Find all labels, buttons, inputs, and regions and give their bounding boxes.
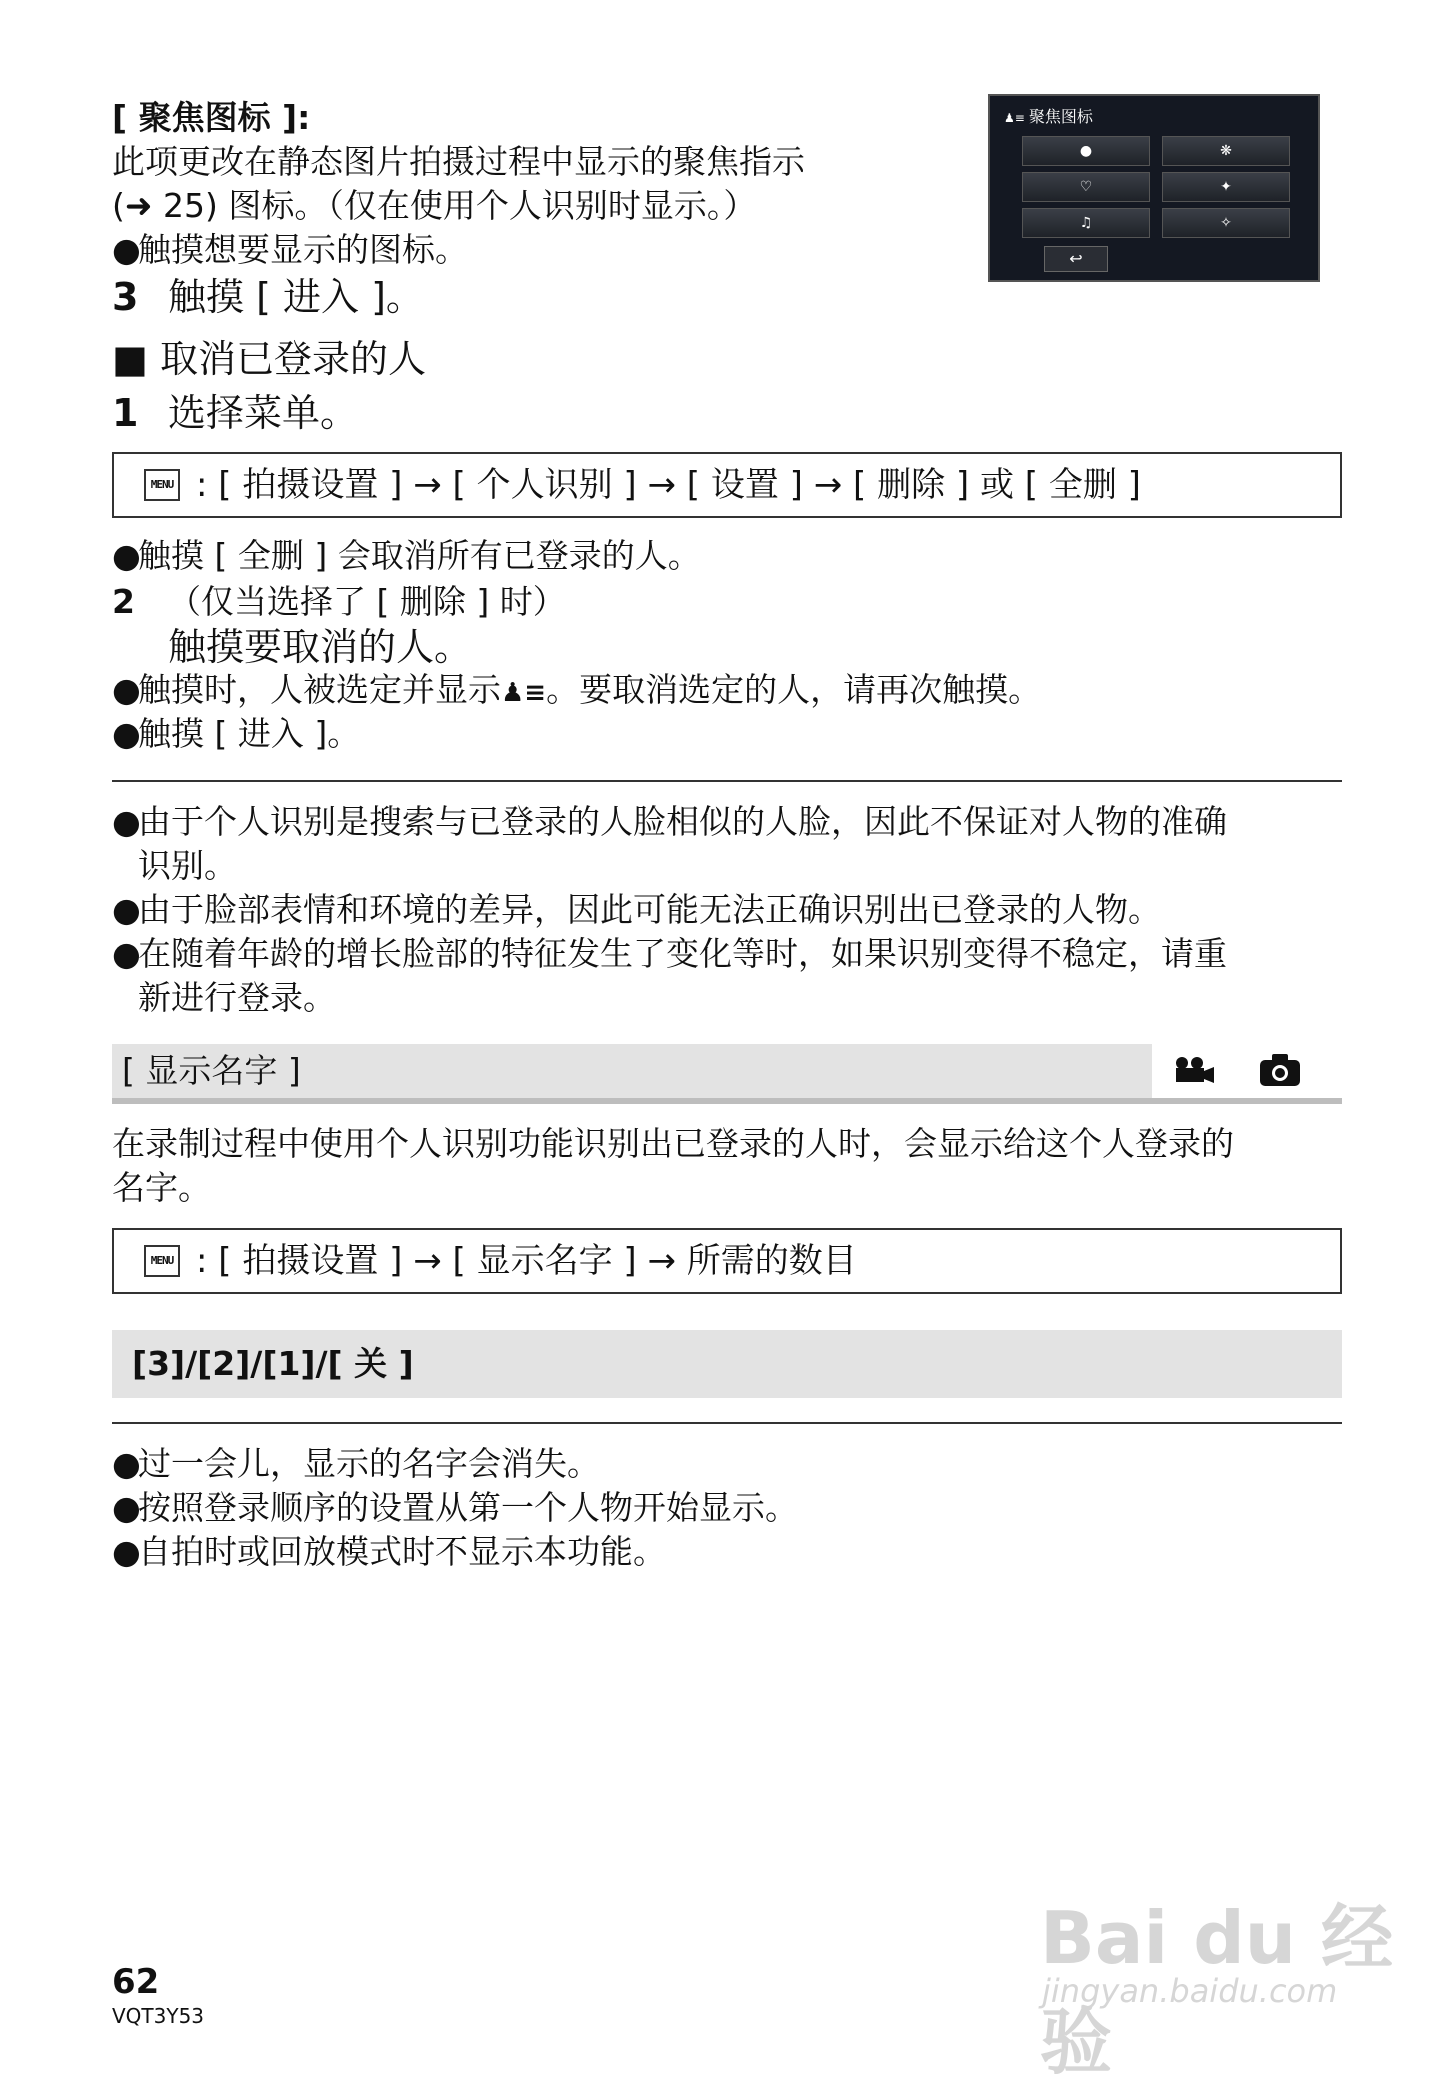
focus-icon-desc-line1: 此项更改在静态图片拍摄过程中显示的聚焦指示 <box>112 142 805 181</box>
options-band <box>112 1330 1342 1398</box>
divider <box>112 1422 1342 1424</box>
list-item: ●触摸想要显示的图标。 <box>112 228 468 272</box>
list-item: ●触摸 [ 全删 ] 会取消所有已登录的人。 <box>112 534 701 578</box>
step-text: 触摸要取消的人。 <box>168 625 473 669</box>
bullet-icon: ● <box>112 1444 141 1483</box>
section-title: [ 显示名字 ] <box>122 1051 301 1090</box>
menu-icon: MENU <box>144 1245 180 1277</box>
list-item: ●触摸 [ 进入 ]。 <box>112 712 360 756</box>
bullet-icon: ● <box>112 536 141 575</box>
person-selected-icon: ♟≡ <box>501 678 547 708</box>
list-item: ●自拍时或回放模式时不显示本功能。 <box>112 1530 666 1574</box>
list-item-continuation: 新进行登录。 <box>138 978 336 1017</box>
list-item: ●由于脸部表情和环境的差异，因此可能无法正确识别出已登录的人物。 <box>112 888 1161 932</box>
focus-icon-option-heart[interactable]: ♡ <box>1022 172 1150 202</box>
bullet-icon: ● <box>112 230 141 269</box>
bullet-icon: ● <box>112 1488 141 1527</box>
list-item: ●在随着年龄的增长脸部的特征发生了变化等时，如果识别变得不稳定，请重 <box>112 932 1227 976</box>
focus-icon-option-star[interactable]: ✦ <box>1162 172 1290 202</box>
video-camera-icon <box>1172 1056 1216 1086</box>
bullet-icon: ● <box>112 802 141 841</box>
list-item: ●由于个人识别是搜索与已登录的人脸相似的人脸，因此不保证对人物的准确 <box>112 800 1227 844</box>
display-name-desc-line2: 名字。 <box>112 1168 211 1207</box>
menu-path-text: : [ 拍摄设置 ] → [ 个人识别 ] → [ 设置 ] → [ 删除 ] 或 [ 全删 ] <box>196 465 1141 505</box>
menu-path-box <box>112 452 1342 518</box>
photo-camera-icon <box>1258 1052 1302 1088</box>
baidu-watermark-logo: Bai du 经验 <box>1040 1896 1394 2084</box>
return-button[interactable]: ↩ <box>1044 246 1108 272</box>
step-condition: （仅当选择了 [ 删除 ] 时） <box>168 582 566 621</box>
document-code: VQT3Y53 <box>112 2004 205 2028</box>
focus-icon-option-note[interactable]: ♫ <box>1022 208 1150 238</box>
menu-path-text: : [ 拍摄设置 ] → [ 显示名字 ] → 所需的数目 <box>196 1241 857 1281</box>
menu-icon: MENU <box>144 469 180 501</box>
section-heading-focus-icon: [ 聚焦图标 ]: <box>112 98 311 137</box>
focus-icon-option-dot[interactable]: ● <box>1022 136 1150 166</box>
list-item: ●过一会儿，显示的名字会消失。 <box>112 1442 600 1486</box>
focus-icon-option-sparkle[interactable]: ✧ <box>1162 208 1290 238</box>
step-number: 1 <box>112 391 139 435</box>
list-item-continuation: 识别。 <box>138 846 237 885</box>
bullet-icon: ● <box>112 1532 141 1571</box>
page-number: 62 <box>112 1962 160 2002</box>
step-text: 触摸 [ 进入 ]。 <box>168 275 424 319</box>
baidu-watermark-url: jingyan.baidu.com <box>1042 1972 1338 2010</box>
lcd-screen-focus-icon <box>988 94 1320 282</box>
focus-icon-desc-line2: (➜ 25) 图标。（仅在使用个人识别时显示。） <box>112 186 757 225</box>
person-list-icon: ♟≡ <box>1004 111 1025 125</box>
step-number: 3 <box>112 275 139 319</box>
section-header-display-name <box>112 1044 1342 1098</box>
bullet-icon: ● <box>112 714 141 753</box>
bullet-icon: ● <box>112 670 141 709</box>
divider <box>112 780 1342 782</box>
step-number: 2 <box>112 582 135 621</box>
section-heading-cancel: ■ 取消已登录的人 <box>112 337 426 381</box>
menu-path-box <box>112 1228 1342 1294</box>
list-item: ●按照登录顺序的设置从第一个人物开始显示。 <box>112 1486 798 1530</box>
section-underline <box>112 1098 1152 1104</box>
lcd-title: ♟≡ 聚焦图标 <box>1004 107 1093 126</box>
bullet-icon: ● <box>112 934 141 973</box>
list-item: ●触摸时，人被选定并显示♟≡。要取消选定的人，请再次触摸。 <box>112 668 1041 715</box>
step-text: 选择菜单。 <box>168 391 359 435</box>
mode-icons <box>1152 1044 1342 1098</box>
options-text: [3]/[2]/[1]/[ 关 ] <box>132 1344 414 1383</box>
display-name-desc-line1: 在录制过程中使用个人识别功能识别出已登录的人时，会显示给这个人登录的 <box>112 1124 1234 1163</box>
focus-icon-option-flower[interactable]: ❋ <box>1162 136 1290 166</box>
section-underline <box>1152 1098 1342 1104</box>
bullet-icon: ● <box>112 890 141 929</box>
